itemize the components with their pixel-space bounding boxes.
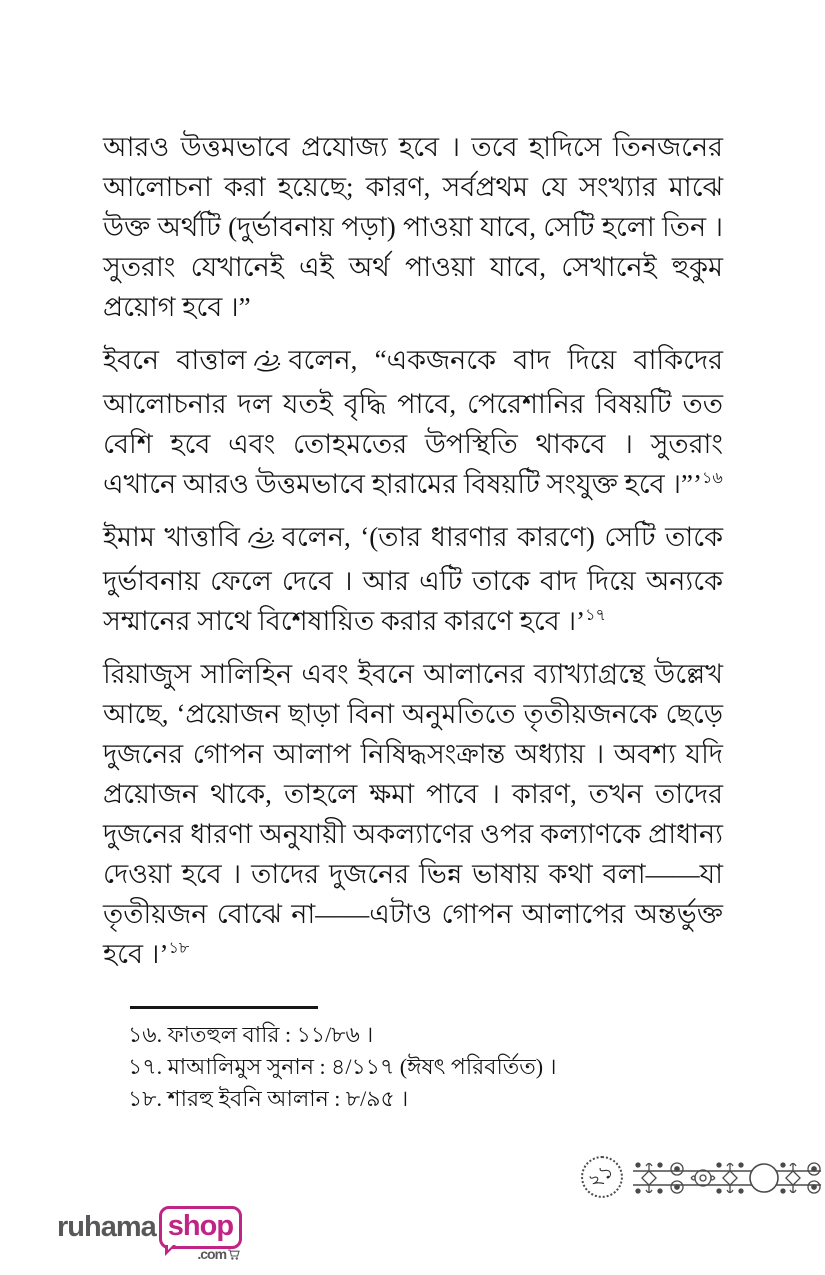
shopping-cart-icon: [227, 1248, 241, 1261]
paragraph-3: [103, 517, 723, 641]
logo-shop-bubble: [159, 1206, 242, 1262]
rahimahullah-calligraphy-icon: [246, 521, 276, 561]
footnote-17: ১৭. মাআলিমুস সুনান : ৪/১১৭ (ঈষৎ পরিবর্তিত) ।: [128, 1054, 557, 1079]
paragraph-4: [103, 654, 723, 974]
footnote-18: ১৮. শারহু ইবনি আলান : ৮/৯৫ ।: [128, 1086, 409, 1111]
paragraph-4-text: রিয়াজুস সালিহিন এবং ইবনে আলানের ব্যাখ্যাগ্রন্থে উল্লেখ আছে, ‘প্রয়োজন ছাড়া বিনা অনুমতিতে তৃতীয়জনকে ছেড়ে দুজনের গোপন আলাপ নিষিদ্ধসংক্রান্ত অধ্যায় । অবশ্য যদি প্রয়োজন থাকে, তাহলে ক্ষমা পাবে । কারণ, তখন তাদের দুজনের ধারণা অনুযায়ী অকল্যাণের ওপর কল্যাণকে প্রাধান্য দেওয়া হবে । তাদের দুজনের ভিন্ন ভাষায় কথা বলা——যা তৃতীয়জন বোঝে না——এটাও গোপন আলাপের অন্তর্ভুক্ত হবে ।’: [103, 659, 723, 969]
paragraph-2-text-after: বলেন, “একজনকে বাদ দিয়ে বাকিদের আলোচনার দল যতই বৃদ্ধি পাবে, পেরেশানির বিষয়টি তত বেশি হবে এবং তোহমতের উপস্থিতি থাকবে । সুতরাং এখানে আরও উত্তমভাবে হারামের বিষয়টি সংযুক্ত হবে ।”’: [103, 345, 723, 499]
page-number-badge: [581, 1156, 623, 1198]
rahimahullah-calligraphy-icon: [252, 344, 282, 384]
paragraph-3-text-after: বলেন, ‘(তার ধারণার কারণে) সেটি তাকে দুর্ভাবনায় ফেলে দেবে । আর এটি তাকে বাদ দিয়ে অন্যকে সম্মানের সাথে বিশেষায়িত করার কারণে হবে ।’: [103, 522, 723, 636]
paragraph-2: [103, 340, 723, 504]
footer-ornament-icon: [633, 1159, 821, 1197]
speech-bubble-tail-inner: [168, 1244, 174, 1250]
body-text: [103, 127, 723, 987]
ruhamashop-logo: [57, 1206, 242, 1262]
paragraph-2-text-before: ইবনে বাত্তাল: [103, 345, 247, 375]
footnote-16: ১৬. ফাতহুল বারি : ১১/৮৬ ।: [128, 1022, 374, 1047]
paragraph-3-text-before: ইমাম খাত্তাবি: [103, 522, 240, 552]
logo-text-ruhama: ruhama: [57, 1211, 156, 1243]
paragraph-1: [103, 127, 723, 327]
footnote-ref-16: ১৬: [702, 470, 723, 487]
logo-text-com: .com: [197, 1246, 227, 1262]
logo-com-row: [197, 1246, 241, 1262]
paragraph-1-text: আরও উত্তমভাবে প্রযোজ্য হবে । তবে হাদিসে তিনজনের আলোচনা করা হয়েছে; কারণ, সর্বপ্রথম যে সংখ্যার মাঝে উক্ত অর্থটি (দুর্ভাবনায় পড়া) পাওয়া যাবে, সেটি হলো তিন । সুতরাং যেখানেই এই অর্থ পাওয়া যাবে, সেখানেই হুকুম প্রয়োগ হবে ।”: [103, 132, 723, 322]
footnote-ref-17: ১৭: [585, 607, 606, 624]
footnote-divider: [130, 1006, 318, 1009]
footnote-ref-18: ১৮: [168, 940, 190, 957]
page-number: ২১: [584, 1159, 619, 1193]
logo-text-shop: shop: [167, 1210, 234, 1242]
footnotes-section: [128, 1006, 728, 1115]
